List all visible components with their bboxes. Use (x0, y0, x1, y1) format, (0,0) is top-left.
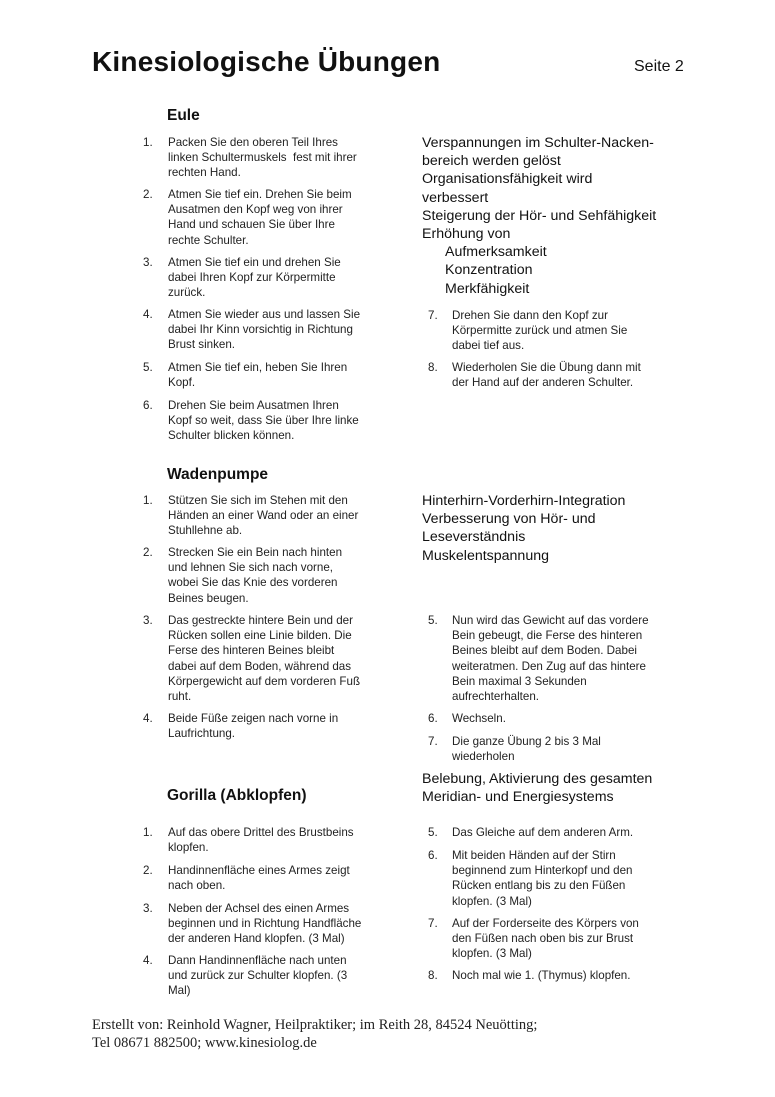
step-text: Wechseln. (452, 712, 506, 725)
benefit-line: Steigerung der Hör- und Sehfähigkeit (422, 207, 657, 224)
benefit-line: Aufmerksamkeit (445, 244, 547, 261)
step-text: Das gestreckte hintere Bein und der Rücken sollen eine Linie bilden. Die Ferse des hinteren Beines bleibt dabei auf dem Boden, während das Körpergewicht auf dem vorderen Fuß ruht. (168, 614, 361, 704)
step-number: 5. (428, 614, 438, 627)
step-item (143, 953, 403, 1001)
step-item (143, 307, 403, 355)
step-text: Auf das obere Drittel des Brustbeins klopfen. (168, 826, 354, 855)
step-text: Strecken Sie ein Bein nach hinten und lehnen Sie sich nach vorne, wobei Sie das Knie des vorderen Beines beugen. (168, 546, 343, 605)
benefit-line: Erhöhung von (422, 226, 511, 243)
step-number: 5. (428, 826, 438, 839)
section-title-gorilla: Gorilla (Abklopfen) (167, 787, 307, 804)
step-item (428, 848, 688, 912)
step-number: 4. (143, 712, 153, 725)
step-number: 7. (428, 735, 438, 748)
step-text: Packen Sie den oberen Teil Ihres linken Schultermuskels fest mit ihrer rechten Hand. (168, 136, 357, 180)
step-item (143, 255, 403, 303)
step-number: 6. (143, 399, 153, 412)
step-number: 3. (143, 614, 153, 627)
footer-line-contact: Tel 08671 882500; www.kinesiolog.de (92, 1035, 317, 1051)
step-number: 8. (428, 969, 438, 982)
step-item (143, 711, 403, 743)
benefit-line: Leseverständnis (422, 529, 526, 546)
benefit-line: Hinterhirn-Vorderhirn-Integration (422, 493, 626, 509)
benefit-line: Konzentration (445, 262, 533, 279)
step-number: 6. (428, 849, 438, 862)
step-number: 4. (143, 954, 153, 967)
step-text: Beide Füße zeigen nach vorne in Laufrichtung. (168, 712, 339, 741)
benefits-wadenpumpe (422, 492, 625, 565)
footer-line-author: Erstellt von: Reinhold Wagner, Heilpraktiker; im Reith 28, 84524 Neuötting; (92, 1017, 538, 1033)
benefit-line: Organisationsfähigkeit wird (422, 171, 593, 188)
step-number: 2. (143, 546, 153, 559)
step-item (143, 135, 403, 183)
step-text: Drehen Sie dann den Kopf zur Körpermitte zurück und atmen Sie dabei tief aus. (452, 309, 628, 353)
step-number: 5. (143, 361, 153, 374)
step-number: 4. (143, 308, 153, 321)
benefit-line: Meridian- und Energiesystems (422, 789, 614, 806)
step-item (143, 863, 403, 895)
step-item (143, 901, 403, 949)
step-text: Noch mal wie 1. (Thymus) klopfen. (452, 969, 631, 982)
step-item (143, 187, 403, 251)
step-text: Stützen Sie sich im Stehen mit den Händen an einer Wand oder an einer Stuhllehne ab. (168, 494, 359, 538)
step-number: 7. (428, 917, 438, 930)
step-text: Atmen Sie wieder aus und lassen Sie dabei Ihr Kinn vorsichtig in Richtung Brust sinken. (168, 308, 361, 352)
benefit-line: bereich werden gelöst (422, 153, 561, 170)
step-number: 3. (143, 902, 153, 915)
step-text: Atmen Sie tief ein. Drehen Sie beim Ausatmen den Kopf weg von ihrer Hand und schauen Sie über Ihre rechte Schulter. (168, 188, 352, 247)
step-item (428, 916, 688, 964)
benefit-line: verbessert (422, 189, 489, 206)
step-text: Wiederholen Sie die Übung dann mit der Hand auf der anderen Schulter. (452, 361, 641, 390)
step-text: Atmen Sie tief ein, heben Sie Ihren Kopf. (168, 361, 348, 390)
section-title-wadenpumpe: Wadenpumpe (167, 466, 269, 483)
footer (92, 1016, 537, 1052)
step-number: 1. (143, 136, 153, 149)
step-number: 8. (428, 361, 438, 374)
step-item (428, 825, 688, 841)
step-text: Handinnenfläche eines Armes zeigt nach oben. (168, 864, 350, 893)
section-title-eule: Eule (167, 107, 200, 124)
step-number: 3. (143, 256, 153, 269)
step-number: 1. (143, 494, 153, 507)
page-title: Kinesiologische Übungen (92, 46, 441, 77)
step-number: 6. (428, 712, 438, 725)
step-item (143, 360, 403, 392)
page-number: Seite 2 (634, 58, 684, 75)
step-text: Nun wird das Gewicht auf das vordere Bein gebeugt, die Ferse des hinteren Beines bleibt auf dem Boden. Dabei weiteratmen. Den Zug auf das hintere Bein maximal 3 Sekunden aufrechterhalten. (452, 614, 649, 704)
benefit-line: Verbesserung von Hör- und (422, 511, 596, 528)
step-item (428, 734, 688, 766)
step-text: Das Gleiche auf dem anderen Arm. (452, 826, 634, 839)
benefit-line: Merkfähigkeit (445, 280, 530, 297)
benefits-gorilla (422, 770, 652, 806)
benefit-line: Verspannungen im Schulter-Nacken- (422, 135, 654, 151)
step-number: 2. (143, 188, 153, 201)
step-text: Dann Handinnenfläche nach unten und zurück zur Schulter klopfen. (3 Mal) (168, 954, 348, 998)
benefit-line: Belebung, Aktivierung des gesamten (422, 771, 653, 787)
step-number: 2. (143, 864, 153, 877)
step-item (428, 613, 688, 708)
step-text: Drehen Sie beim Ausatmen Ihren Kopf so weit, dass Sie über Ihre linke Schulter blicken können. (168, 399, 359, 443)
step-item (143, 493, 403, 541)
step-item (143, 545, 403, 609)
benefit-line: Muskelentspannung (422, 547, 549, 564)
step-text: Die ganze Übung 2 bis 3 Mal wiederholen (452, 735, 601, 764)
step-text: Mit beiden Händen auf der Stirn beginnend zum Hinterkopf und den Rücken entlang bis zu den Füßen klopfen. (3 Mal) (452, 849, 633, 908)
step-item (143, 398, 403, 446)
step-item (143, 613, 403, 708)
step-item (428, 308, 688, 356)
step-number: 7. (428, 309, 438, 322)
step-text: Atmen Sie tief ein und drehen Sie dabei Ihren Kopf zur Körpermitte zurück. (168, 256, 341, 300)
step-number: 1. (143, 826, 153, 839)
step-item (143, 825, 403, 857)
step-text: Auf der Forderseite des Körpers von den Füßen nach oben bis zur Brust klopfen. (3 Mal) (452, 917, 639, 961)
step-item (428, 711, 688, 727)
step-item (428, 360, 688, 392)
step-text: Neben der Achsel des einen Armes beginnen und in Richtung Handfläche der anderen Hand klopfen. (3 Mal) (168, 902, 362, 946)
step-item (428, 968, 688, 984)
benefits-eule (422, 134, 656, 298)
